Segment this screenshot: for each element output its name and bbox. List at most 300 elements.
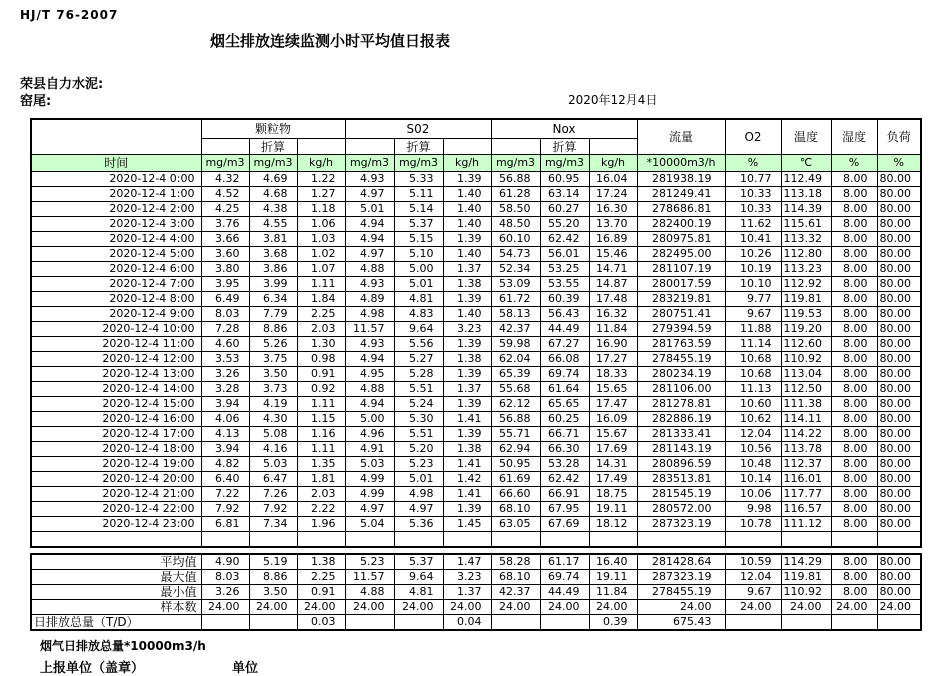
cell-value: 281428.64 <box>637 554 725 570</box>
cell-value: 65.65 <box>540 397 589 412</box>
cell-empty <box>831 532 877 548</box>
cell-value: 58.28 <box>491 554 540 570</box>
cell-value: 24.00 <box>725 600 781 615</box>
cell-value: 80.00 <box>877 457 921 472</box>
cell-value: 3.95 <box>201 277 249 292</box>
cell-value: 1.45 <box>443 517 491 532</box>
cell-value: 1.16 <box>297 427 345 442</box>
cell-value: 4.94 <box>345 397 394 412</box>
cell-value: 1.37 <box>443 585 491 600</box>
cell-value: 4.68 <box>249 187 297 202</box>
cell-value: 110.92 <box>781 585 831 600</box>
cell-value: 60.95 <box>540 172 589 187</box>
cell-value: 1.06 <box>297 217 345 232</box>
cell-value: 80.00 <box>877 277 921 292</box>
cell-value: 11.57 <box>345 570 394 585</box>
cell-value: 1.39 <box>443 232 491 247</box>
cell-value: 5.14 <box>394 202 443 217</box>
cell-time: 2020-12-4 6:00 <box>31 262 201 277</box>
cell-value: 5.37 <box>394 554 443 570</box>
cell-value: 8.03 <box>201 570 249 585</box>
cell-value: 56.43 <box>540 307 589 322</box>
cell-value: 8.00 <box>831 487 877 502</box>
cell-value: 4.13 <box>201 427 249 442</box>
cell-value: 8.00 <box>831 322 877 337</box>
cell-empty <box>781 532 831 548</box>
cell-value: 8.00 <box>831 585 877 600</box>
cell-time: 2020-12-4 8:00 <box>31 292 201 307</box>
cell-time: 2020-12-4 15:00 <box>31 397 201 412</box>
cell-value: 8.00 <box>831 427 877 442</box>
cell-value: 18.12 <box>589 517 637 532</box>
cell-value: 8.00 <box>831 442 877 457</box>
cell-value: 68.10 <box>491 502 540 517</box>
cell-value: 278455.19 <box>637 585 725 600</box>
cell-value: 4.97 <box>345 187 394 202</box>
cell-value: 14.87 <box>589 277 637 292</box>
cell-value: 24.00 <box>831 600 877 615</box>
cell-value: 11.13 <box>725 382 781 397</box>
cell-value: 3.80 <box>201 262 249 277</box>
cell-value: 4.81 <box>394 585 443 600</box>
cell-value: 16.89 <box>589 232 637 247</box>
cell-value: 24.00 <box>443 600 491 615</box>
cell-value: 1.39 <box>443 292 491 307</box>
table-row <box>31 322 921 337</box>
cell-value: 80.00 <box>877 307 921 322</box>
unit-header-cell: kg/h <box>443 155 491 172</box>
cell-value: 24.00 <box>249 600 297 615</box>
cell-value: 80.00 <box>877 247 921 262</box>
standard-number: HJ/T 76-2007 <box>20 8 119 22</box>
cell-value: 281107.19 <box>637 262 725 277</box>
cell-value: 1.41 <box>443 487 491 502</box>
cell-value: 62.42 <box>540 232 589 247</box>
cell-value: 119.81 <box>781 292 831 307</box>
cell-value: 1.37 <box>443 262 491 277</box>
cell-value: 61.28 <box>491 187 540 202</box>
cell-value: 69.74 <box>540 570 589 585</box>
cell-value: 3.86 <box>249 262 297 277</box>
cell-value: 55.20 <box>540 217 589 232</box>
cell-value: 5.37 <box>394 217 443 232</box>
header-load: 负荷 <box>877 119 921 155</box>
cell-value: 11.14 <box>725 337 781 352</box>
cell-value: 1.81 <box>297 472 345 487</box>
reporting-unit-label: 上报单位（盖章） <box>40 661 145 676</box>
cell-value: 53.25 <box>540 262 589 277</box>
cell-value: 66.91 <box>540 487 589 502</box>
cell-value: 4.90 <box>201 554 249 570</box>
summary-row <box>31 585 921 600</box>
group-header-particulate: 颗粒物 <box>201 119 345 139</box>
cell-value: 10.19 <box>725 262 781 277</box>
cell-value: 113.04 <box>781 367 831 382</box>
hourly-data-table <box>30 118 922 548</box>
cell-value: 4.52 <box>201 187 249 202</box>
cell-value: 3.28 <box>201 382 249 397</box>
cell-value: 8.00 <box>831 337 877 352</box>
converted-label-so2: 折算 <box>394 139 443 155</box>
cell-value: 44.49 <box>540 585 589 600</box>
table-row <box>31 307 921 322</box>
cell-value: 2.25 <box>297 570 345 585</box>
cell-value: 55.68 <box>491 382 540 397</box>
cell-value: 280017.59 <box>637 277 725 292</box>
cell-value: 5.23 <box>345 554 394 570</box>
cell-value: 10.48 <box>725 457 781 472</box>
cell-value: 5.56 <box>394 337 443 352</box>
cell-time: 2020-12-4 1:00 <box>31 187 201 202</box>
header-flow: 流量 <box>637 119 725 155</box>
unit-header-cell: mg/m3 <box>540 155 589 172</box>
cell-empty <box>443 532 491 548</box>
unit-label: 单位 <box>232 661 259 676</box>
cell-time: 2020-12-4 12:00 <box>31 352 201 367</box>
cell-value: 4.95 <box>345 367 394 382</box>
cell-value: 5.27 <box>394 352 443 367</box>
cell-value: 3.50 <box>249 585 297 600</box>
empty-row <box>31 532 921 548</box>
cell-value: 66.08 <box>540 352 589 367</box>
cell-time: 2020-12-4 22:00 <box>31 502 201 517</box>
cell-value: 4.30 <box>249 412 297 427</box>
summary-table <box>30 553 922 631</box>
converted-label-nox: 折算 <box>540 139 589 155</box>
cell-value: 17.49 <box>589 472 637 487</box>
cell-value: 3.26 <box>201 585 249 600</box>
summary-label: 最小值 <box>31 585 201 600</box>
cell-value: 8.00 <box>831 352 877 367</box>
cell-value: 3.99 <box>249 277 297 292</box>
cell-value: 4.94 <box>345 232 394 247</box>
cell-value: 113.32 <box>781 232 831 247</box>
cell-value: 61.69 <box>491 472 540 487</box>
cell-empty <box>31 532 201 548</box>
cell-value: 112.60 <box>781 337 831 352</box>
cell-value: 17.69 <box>589 442 637 457</box>
cell-value: 10.14 <box>725 472 781 487</box>
cell-value: 17.27 <box>589 352 637 367</box>
cell-value: 5.11 <box>394 187 443 202</box>
cell-value: 4.60 <box>201 337 249 352</box>
cell-value: 24.00 <box>540 600 589 615</box>
cell-value: 50.95 <box>491 457 540 472</box>
cell-value: 112.80 <box>781 247 831 262</box>
cell-value: 62.04 <box>491 352 540 367</box>
cell-value: 1.18 <box>297 202 345 217</box>
cell-value: 80.00 <box>877 397 921 412</box>
cell-value: 4.83 <box>394 307 443 322</box>
cell-time: 2020-12-4 21:00 <box>31 487 201 502</box>
cell-value: 111.12 <box>781 517 831 532</box>
table-row <box>31 247 921 262</box>
cell-value: 114.11 <box>781 412 831 427</box>
cell-empty <box>394 532 443 548</box>
summary-row <box>31 554 921 570</box>
cell-value: 2.03 <box>297 487 345 502</box>
cell-time: 2020-12-4 11:00 <box>31 337 201 352</box>
cell-value: 61.64 <box>540 382 589 397</box>
unit-header-cell: kg/h <box>589 155 637 172</box>
cell-value <box>249 615 297 631</box>
cell-value: 59.98 <box>491 337 540 352</box>
cell-value: 66.71 <box>540 427 589 442</box>
cell-value <box>831 615 877 631</box>
cell-value: 56.01 <box>540 247 589 262</box>
cell-value: 80.00 <box>877 187 921 202</box>
cell-value: 80.00 <box>877 570 921 585</box>
cell-value: 8.00 <box>831 517 877 532</box>
cell-value: 8.03 <box>201 307 249 322</box>
cell-value: 9.64 <box>394 570 443 585</box>
cell-value: 1.96 <box>297 517 345 532</box>
cell-empty <box>540 532 589 548</box>
cell-value: 0.91 <box>297 585 345 600</box>
cell-value: 281249.41 <box>637 187 725 202</box>
summary-row <box>31 600 921 615</box>
cell-value: 4.82 <box>201 457 249 472</box>
table-row <box>31 352 921 367</box>
cell-time: 2020-12-4 5:00 <box>31 247 201 262</box>
summary-label: 平均值 <box>31 554 201 570</box>
cell-value: 280896.59 <box>637 457 725 472</box>
cell-value: 9.98 <box>725 502 781 517</box>
cell-value: 10.77 <box>725 172 781 187</box>
cell-value: 8.00 <box>831 217 877 232</box>
cell-value: 80.00 <box>877 337 921 352</box>
cell-value: 5.51 <box>394 382 443 397</box>
cell-value: 12.04 <box>725 570 781 585</box>
cell-value: 4.97 <box>394 502 443 517</box>
cell-value: 4.89 <box>345 292 394 307</box>
cell-value: 4.16 <box>249 442 297 457</box>
table-row <box>31 457 921 472</box>
unit-header-row <box>31 155 921 172</box>
header-humidity: 湿度 <box>831 119 877 155</box>
company-name: 荣县自力水泥: <box>20 77 104 92</box>
cell-value: 8.00 <box>831 292 877 307</box>
cell-value: 281333.41 <box>637 427 725 442</box>
cell-value: 1.38 <box>443 277 491 292</box>
cell-value: 10.06 <box>725 487 781 502</box>
cell-value: 4.32 <box>201 172 249 187</box>
cell-value: 63.14 <box>540 187 589 202</box>
cell-value: 114.29 <box>781 554 831 570</box>
cell-value: 4.88 <box>345 382 394 397</box>
table-row <box>31 277 921 292</box>
cell-time: 2020-12-4 17:00 <box>31 427 201 442</box>
unit-header-cell: kg/h <box>297 155 345 172</box>
time-header: 时间 <box>31 155 201 172</box>
cell-value: 44.49 <box>540 322 589 337</box>
cell-value: 4.93 <box>345 337 394 352</box>
cell-value: 278686.81 <box>637 202 725 217</box>
cell-value: 3.60 <box>201 247 249 262</box>
cell-value: 5.26 <box>249 337 297 352</box>
cell-value: 5.01 <box>394 472 443 487</box>
cell-value: 4.06 <box>201 412 249 427</box>
cell-value: 4.94 <box>345 217 394 232</box>
cell-value: 1.39 <box>443 172 491 187</box>
table-row <box>31 487 921 502</box>
cell-value: 65.39 <box>491 367 540 382</box>
cell-value: 4.97 <box>345 247 394 262</box>
cell-value: 80.00 <box>877 262 921 277</box>
cell-value <box>540 615 589 631</box>
cell-value: 4.97 <box>345 502 394 517</box>
cell-value: 1.35 <box>297 457 345 472</box>
cell-value: 3.76 <box>201 217 249 232</box>
cell-value: 119.20 <box>781 322 831 337</box>
cell-value: 5.20 <box>394 442 443 457</box>
cell-value: 116.57 <box>781 502 831 517</box>
cell-value: 4.98 <box>394 487 443 502</box>
cell-value: 10.62 <box>725 412 781 427</box>
cell-value: 4.69 <box>249 172 297 187</box>
cell-value: 1.38 <box>297 554 345 570</box>
cell-value: 8.00 <box>831 502 877 517</box>
cell-value: 55.71 <box>491 427 540 442</box>
cell-value: 282495.00 <box>637 247 725 262</box>
cell-value: 1.40 <box>443 217 491 232</box>
cell-time: 2020-12-4 4:00 <box>31 232 201 247</box>
group-header-so2: S02 <box>345 119 491 139</box>
unit-header-cell: % <box>725 155 781 172</box>
cell-value: 12.04 <box>725 427 781 442</box>
table-row <box>31 337 921 352</box>
cell-value: 5.15 <box>394 232 443 247</box>
cell-value: 1.38 <box>443 442 491 457</box>
cell-value: 8.00 <box>831 232 877 247</box>
cell-value: 110.92 <box>781 352 831 367</box>
cell-value <box>345 615 394 631</box>
cell-value: 14.71 <box>589 262 637 277</box>
cell-value: 68.10 <box>491 570 540 585</box>
cell-value: 112.50 <box>781 382 831 397</box>
time-header-blank <box>31 119 201 155</box>
cell-value: 17.24 <box>589 187 637 202</box>
cell-value <box>394 615 443 631</box>
cell-value: 1.02 <box>297 247 345 262</box>
cell-value: 4.91 <box>345 442 394 457</box>
cell-value: 5.33 <box>394 172 443 187</box>
cell-value: 60.25 <box>540 412 589 427</box>
cell-value: 56.88 <box>491 172 540 187</box>
cell-value: 278455.19 <box>637 352 725 367</box>
cell-value: 80.00 <box>877 554 921 570</box>
cell-value: 80.00 <box>877 487 921 502</box>
cell-value: 80.00 <box>877 172 921 187</box>
cell-value <box>491 615 540 631</box>
cell-value: 61.72 <box>491 292 540 307</box>
cell-value: 8.00 <box>831 397 877 412</box>
table-row <box>31 427 921 442</box>
cell-value: 15.67 <box>589 427 637 442</box>
cell-value: 67.95 <box>540 502 589 517</box>
cell-value: 8.00 <box>831 367 877 382</box>
cell-value: 13.70 <box>589 217 637 232</box>
cell-value: 0.03 <box>297 615 345 631</box>
cell-value: 7.92 <box>249 502 297 517</box>
cell-value: 4.88 <box>345 585 394 600</box>
cell-value: 119.81 <box>781 570 831 585</box>
cell-value: 113.78 <box>781 442 831 457</box>
cell-value: 4.93 <box>345 277 394 292</box>
cell-value: 8.86 <box>249 322 297 337</box>
unit-header-cell: mg/m3 <box>201 155 249 172</box>
cell-value: 61.17 <box>540 554 589 570</box>
cell-value: 5.01 <box>394 277 443 292</box>
cell-value: 42.37 <box>491 585 540 600</box>
cell-value: 1.42 <box>443 472 491 487</box>
table-row <box>31 292 921 307</box>
cell-value: 675.43 <box>637 615 725 631</box>
cell-value: 7.28 <box>201 322 249 337</box>
cell-value: 114.39 <box>781 202 831 217</box>
cell-value: 112.49 <box>781 172 831 187</box>
cell-value: 9.77 <box>725 292 781 307</box>
unit-header-cell: % <box>877 155 921 172</box>
cell-value: 2.03 <box>297 322 345 337</box>
cell-value: 60.39 <box>540 292 589 307</box>
group-header-nox: Nox <box>491 119 637 139</box>
cell-value: 4.94 <box>345 352 394 367</box>
cell-value: 8.00 <box>831 277 877 292</box>
cell-value: 1.39 <box>443 397 491 412</box>
cell-empty <box>637 532 725 548</box>
cell-value: 287323.19 <box>637 570 725 585</box>
cell-empty <box>249 532 297 548</box>
cell-value: 5.51 <box>394 427 443 442</box>
cell-value: 8.00 <box>831 247 877 262</box>
cell-value: 5.08 <box>249 427 297 442</box>
cell-value: 16.04 <box>589 172 637 187</box>
cell-time: 2020-12-4 3:00 <box>31 217 201 232</box>
group-header-row <box>31 119 921 139</box>
cell-value: 24.00 <box>589 600 637 615</box>
table-row <box>31 202 921 217</box>
cell-value: 1.84 <box>297 292 345 307</box>
cell-value: 5.28 <box>394 367 443 382</box>
cell-value: 0.91 <box>297 367 345 382</box>
cell-value: 8.86 <box>249 570 297 585</box>
cell-value: 67.27 <box>540 337 589 352</box>
cell-value: 80.00 <box>877 232 921 247</box>
cell-value: 4.96 <box>345 427 394 442</box>
cell-value: 4.98 <box>345 307 394 322</box>
monitor-location: 窑尾: <box>20 94 52 109</box>
table-row <box>31 412 921 427</box>
cell-value: 8.00 <box>831 172 877 187</box>
cell-value: 7.22 <box>201 487 249 502</box>
cell-value: 8.00 <box>831 262 877 277</box>
converted-label-particulate: 折算 <box>249 139 297 155</box>
cell-value: 80.00 <box>877 585 921 600</box>
cell-value <box>201 615 249 631</box>
cell-value: 18.33 <box>589 367 637 382</box>
cell-value: 14.31 <box>589 457 637 472</box>
table-row <box>31 397 921 412</box>
cell-value: 24.00 <box>345 600 394 615</box>
cell-value: 11.84 <box>589 585 637 600</box>
cell-value: 80.00 <box>877 322 921 337</box>
cell-value: 6.40 <box>201 472 249 487</box>
cell-value: 63.05 <box>491 517 540 532</box>
cell-value: 16.30 <box>589 202 637 217</box>
cell-value: 5.03 <box>249 457 297 472</box>
daily-total-label: 日排放总量（T/D） <box>31 615 201 631</box>
